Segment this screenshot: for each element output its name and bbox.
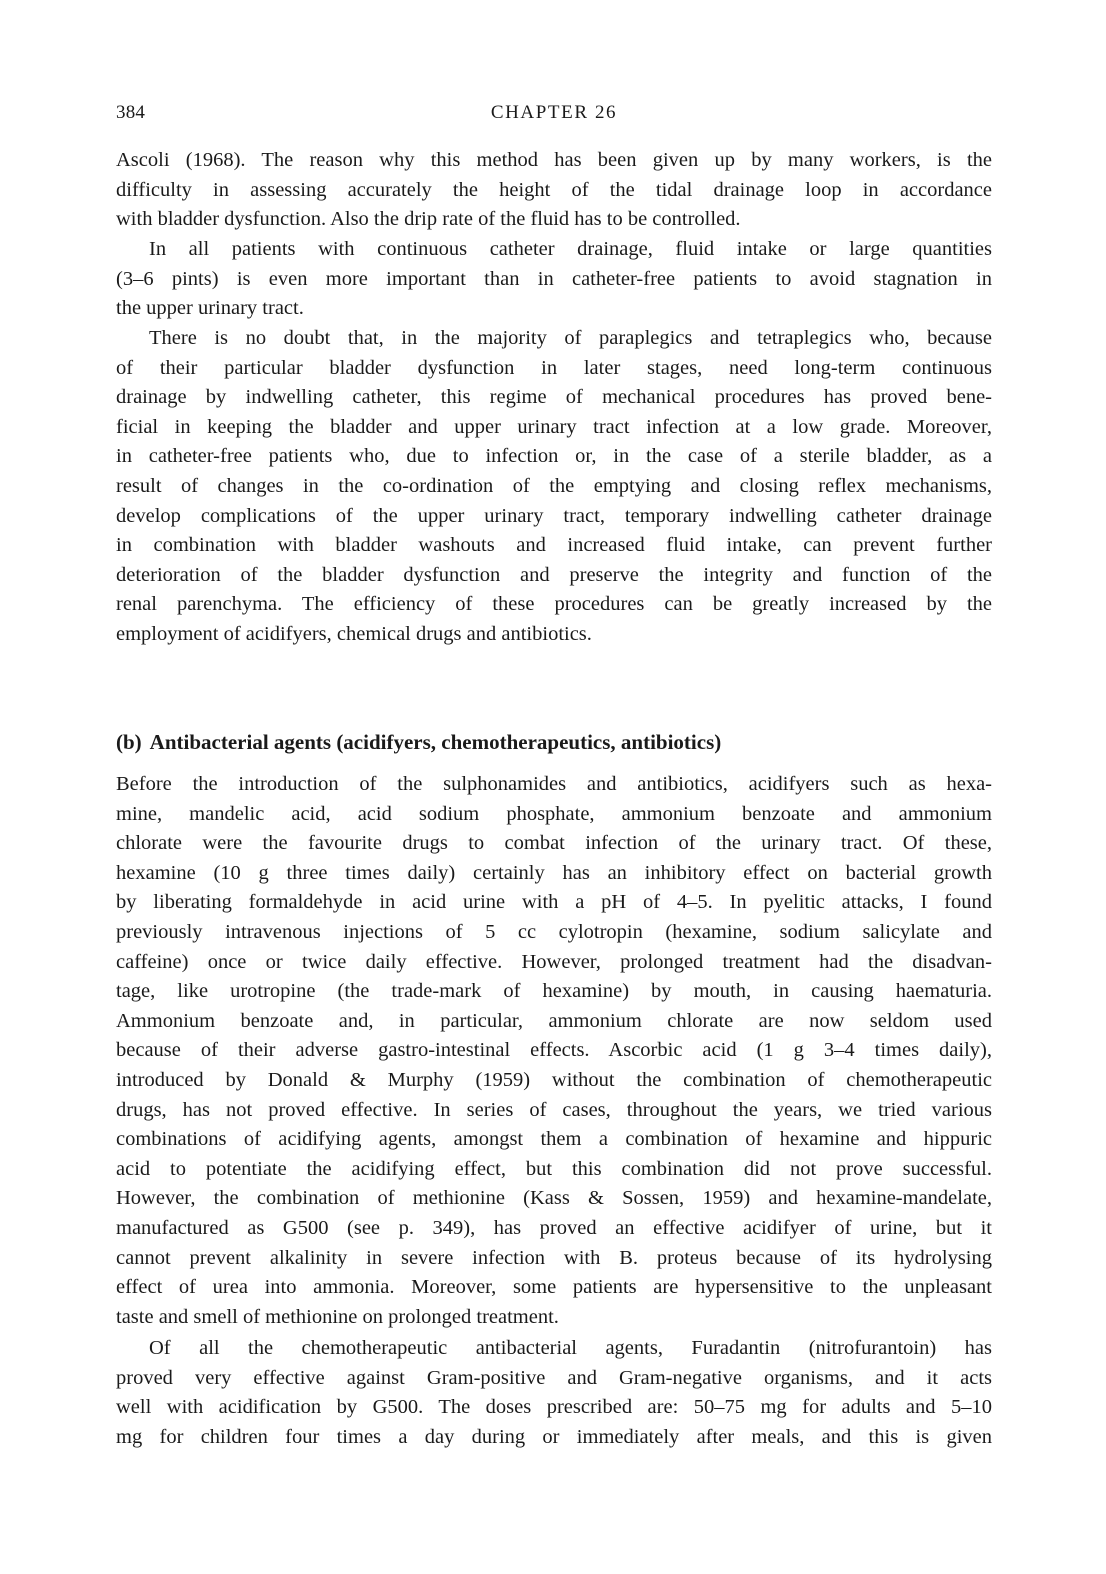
paragraph-ascoli [116,146,992,235]
text-line: introduced by Donald & Murphy (1959) without the combination of chemotherapeutic [116,1068,992,1091]
text-line: develop complications of the upper urinary tract, temporary indwelling catheter drainage [116,504,992,527]
text-line: cannot prevent alkalinity in severe infection with B. proteus because of its hydrolysing [116,1246,992,1269]
text-line: drainage by indwelling catheter, this regime of mechanical procedures has proved bene- [116,386,992,409]
text-line: Of all the chemotherapeutic antibacterial agents, Furadantin (nitrofurantoin) has [149,1337,992,1359]
text-line: There is no doubt that, in the majority of paraplegics and tetraplegics who, because [149,327,992,349]
page-header [116,102,992,128]
text-line: mine, mandelic acid, acid sodium phosphate, ammonium benzoate and ammonium [116,802,992,825]
text-line: Before the introduction of the sulphonamides and antibiotics, acidifyers such as hexa- [116,773,992,795]
text-line: well with acidification by G500. The doses prescribed are: 50–75 mg for adults and 5–10 [116,1396,992,1419]
paragraph-fluid-intake [116,235,992,324]
text-line: result of changes in the co-ordination of the emptying and closing reflex mechanisms, [116,474,992,497]
text-line: chlorate were the favourite drugs to combat infection of the urinary tract. Of these, [116,832,992,855]
text-line: in combination with bladder washouts and increased fluid intake, can prevent further [116,534,992,557]
text-line: difficulty in assessing accurately the height of the tidal drainage loop in accordance [116,178,992,201]
running-head: CHAPTER 26 [490,102,618,123]
text-line: previously intravenous injections of 5 cc cylotropin (hexamine, sodium salicylate and [116,920,992,943]
section-heading [116,727,992,757]
paragraph-furadantin [116,1334,992,1452]
text-line: with bladder dysfunction. Also the drip rate of the fluid has to be controlled. [116,208,741,231]
text-line: effect of urea into ammonia. Moreover, some patients are hypersensitive to the unpleasant [116,1276,992,1299]
text-line: renal parenchyma. The efficiency of these procedures can be greatly increased by the [116,593,992,616]
text-line: tage, like urotropine (the trade-mark of hexamine) by mouth, in causing haematuria. [116,980,992,1003]
paragraph-no-doubt [116,324,992,650]
text-line: of their particular bladder dysfunction in later stages, need long-term continuous [116,356,992,379]
page-number: 384 [116,102,146,123]
paragraph-before-introduction [116,770,992,1332]
text-line: drugs, has not proved effective. In series of cases, throughout the years, we tried various [116,1098,992,1121]
text-line: by liberating formaldehyde in acid urine with a pH of 4–5. In pyelitic attacks, I found [116,891,992,914]
text-line: manufactured as G500 (see p. 349), has proved an effective acidifyer of urine, but it [116,1216,992,1239]
text-line: Ammonium benzoate and, in particular, ammonium chlorate are now seldom used [116,1009,992,1032]
text-line: employment of acidifyers, chemical drugs and antibiotics. [116,622,592,645]
text-line: taste and smell of methionine on prolonged treatment. [116,1305,559,1328]
text-line: Ascoli (1968). The reason why this method has been given up by many workers, is the [116,149,992,171]
text-line: ficial in keeping the bladder and upper urinary tract infection at a low grade. Moreover, [116,415,992,438]
text-line: proved very effective against Gram-positive and Gram-negative organisms, and it acts [116,1366,992,1389]
text-line: the upper urinary tract. [116,297,304,320]
section-label: (b) [116,730,142,754]
text-line: combinations of acidifying agents, amongst them a combination of hexamine and hippuric [116,1128,992,1151]
text-line: in catheter-free patients who, due to infection or, in the case of a sterile bladder, as a [116,445,992,468]
text-line: caffeine) once or twice daily effective. However, prolonged treatment had the disadvan- [116,950,992,973]
text-line: because of their adverse gastro-intestinal effects. Ascorbic acid (1 g 3–4 times daily), [116,1039,992,1062]
text-line: In all patients with continuous catheter drainage, fluid intake or large quantities [149,238,992,260]
text-line: (3–6 pints) is even more important than in catheter-free patients to avoid stagnation in [116,267,992,290]
text-line: mg for children four times a day during or immediately after meals, and this is given [116,1425,992,1448]
text-line: deterioration of the bladder dysfunction and preserve the integrity and function of the [116,563,992,586]
section-title: Antibacterial agents (acidifyers, chemotherapeutics, antibiotics) [149,730,722,754]
text-line: However, the combination of methionine (Kass & Sossen, 1959) and hexamine-mandelate, [116,1187,992,1210]
text-line: acid to potentiate the acidifying effect, but this combination did not prove successful. [116,1157,992,1180]
text-line: hexamine (10 g three times daily) certainly has an inhibitory effect on bacterial growth [116,861,992,884]
